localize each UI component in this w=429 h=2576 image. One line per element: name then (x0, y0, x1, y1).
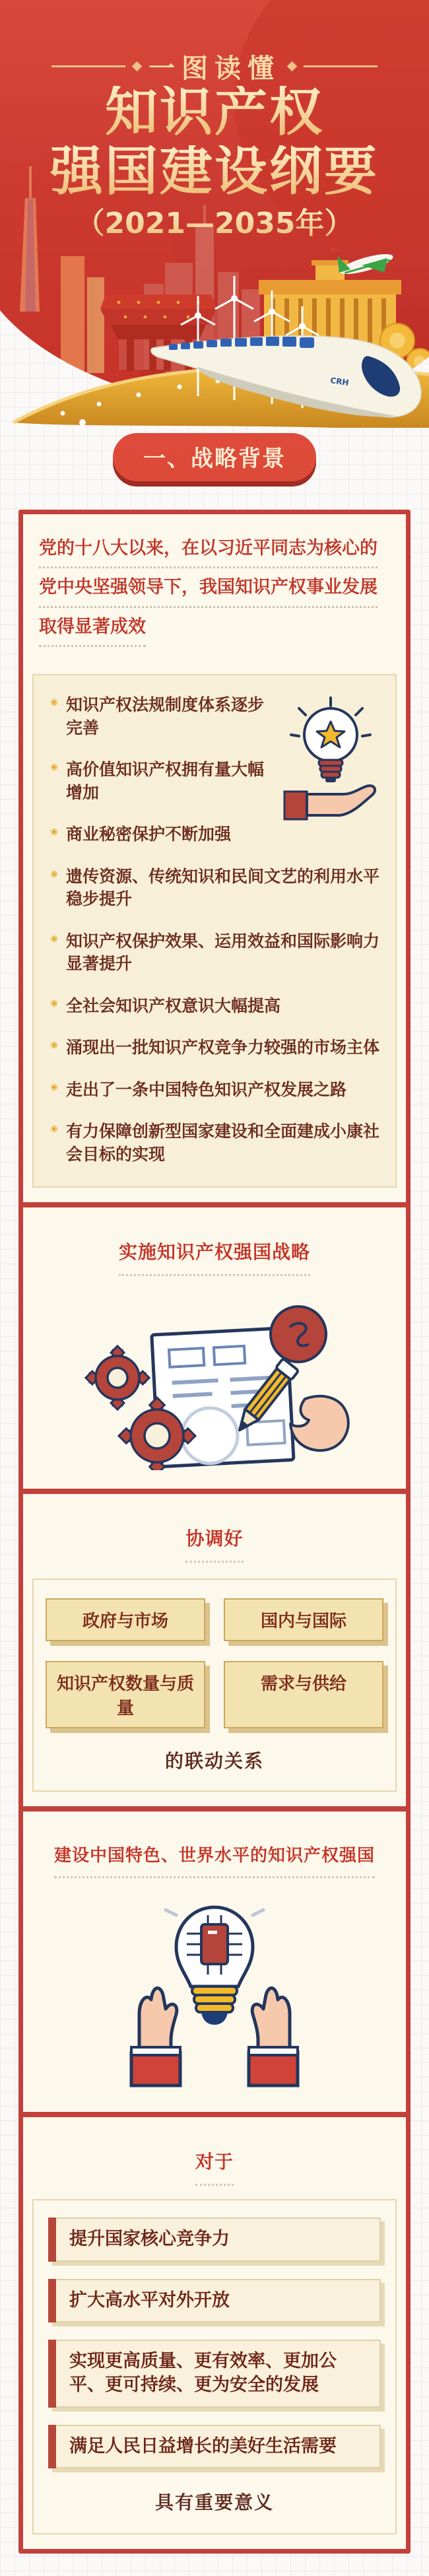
decorative-line-right (304, 65, 378, 67)
bullet-icon (51, 935, 57, 942)
diamond-icon (287, 61, 298, 72)
significance-box: 扩大高水平对外开放 (48, 2279, 381, 2322)
section-significance (23, 2117, 406, 2534)
right-hand (249, 1988, 298, 2086)
tagline-row (0, 48, 429, 85)
section-divider (23, 1806, 406, 1812)
list-item: 全社会知识产权意识大幅提高 (51, 995, 382, 1018)
train-label: CRH (329, 376, 350, 388)
bullet-icon (51, 829, 57, 835)
section-badge: 一、战略背景 (113, 433, 316, 481)
bullet-icon (51, 1042, 57, 1048)
poster-header (0, 0, 429, 428)
significance-box: 提升国家核心竞争力 (48, 2218, 381, 2261)
bullet-icon (51, 764, 57, 770)
coordinate-caption: 的联动关系 (164, 1750, 264, 1773)
coordinate-box: 国内与国际 (224, 1598, 383, 1641)
list-item: 走出了一条中国特色知识产权发展之路 (51, 1079, 382, 1102)
section-coordinate (23, 1494, 406, 1792)
bullet-icon (51, 699, 57, 706)
hand-holding-lightbulb-icon (279, 694, 382, 823)
significance-panel (32, 2199, 397, 2534)
intro-line: 取得显著成效 (39, 617, 146, 647)
achievements-panel (32, 674, 397, 1188)
list-item: 涌现出一批知识产权竞争力较强的市场主体 (51, 1036, 382, 1060)
list-item: 有力保障创新型国家建设和全面建成小康社会目标的实现 (51, 1120, 382, 1166)
bullet-icon (51, 1000, 57, 1007)
intro-line: 党的十八大以来，在以习近平同志为核心的 (39, 538, 378, 568)
tagline: 一图读懂 (148, 53, 280, 84)
intro-line: 党中央坚强领导下，我国知识产权事业发展 (39, 577, 378, 607)
section-build-ip-power (23, 1812, 406, 2112)
list-item: 商业秘密保护不断加强 (51, 823, 275, 846)
poster-title-line2: 强国建设纲要 (0, 145, 429, 198)
coordinate-box: 知识产权数量与质量 (46, 1661, 205, 1728)
hands-holding-chip-bulb-illustration (102, 1895, 327, 2093)
significance-box: 实现更高质量、更有效率、更加公平、更可持续、更为安全的发展 (48, 2340, 381, 2408)
poster-title-line1: 知识产权 (0, 86, 429, 139)
significance-caption: 具有重要意义 (154, 2491, 274, 2514)
section-implement-strategy (23, 1207, 406, 1489)
bullet-icon (51, 1126, 57, 1132)
list-item: 高价值知识产权拥有量大幅增加 (51, 759, 275, 804)
section-title: 实施知识产权强国战略 (119, 1238, 310, 1276)
section-divider (23, 2112, 406, 2117)
section-divider (23, 1489, 406, 1494)
main-card (18, 510, 411, 2554)
intro-paragraph (23, 514, 406, 661)
diamond-icon (132, 61, 143, 72)
left-hand (131, 1988, 180, 2086)
section-title: 建设中国特色、世界水平的知识产权强国 (54, 1842, 375, 1878)
coordinate-panel (32, 1578, 397, 1792)
decorative-line-left (51, 65, 125, 67)
list-item: 知识产权法规制度体系逐步完善 (51, 694, 275, 739)
bullet-icon (51, 871, 57, 877)
bullet-icon (51, 1084, 57, 1091)
section-divider (23, 1202, 406, 1207)
coordinate-box: 需求与供给 (224, 1661, 383, 1728)
poster-subtitle-years: （2021—2035年） (75, 207, 354, 240)
significance-box: 满足人民日益增长的美好生活需要 (48, 2425, 381, 2468)
document-gears-pencil-illustration (73, 1293, 356, 1470)
section-title: 协调好 (185, 1524, 243, 1563)
section-title: 对于 (195, 2148, 234, 2186)
list-item: 遗传资源、传统知识和民间文艺的利用水平稳步提升 (51, 865, 382, 911)
list-item: 知识产权保护效果、运用效益和国际影响力显著提升 (51, 930, 382, 976)
coordinate-box: 政府与市场 (46, 1598, 205, 1641)
section-strategic-background (23, 514, 406, 1188)
